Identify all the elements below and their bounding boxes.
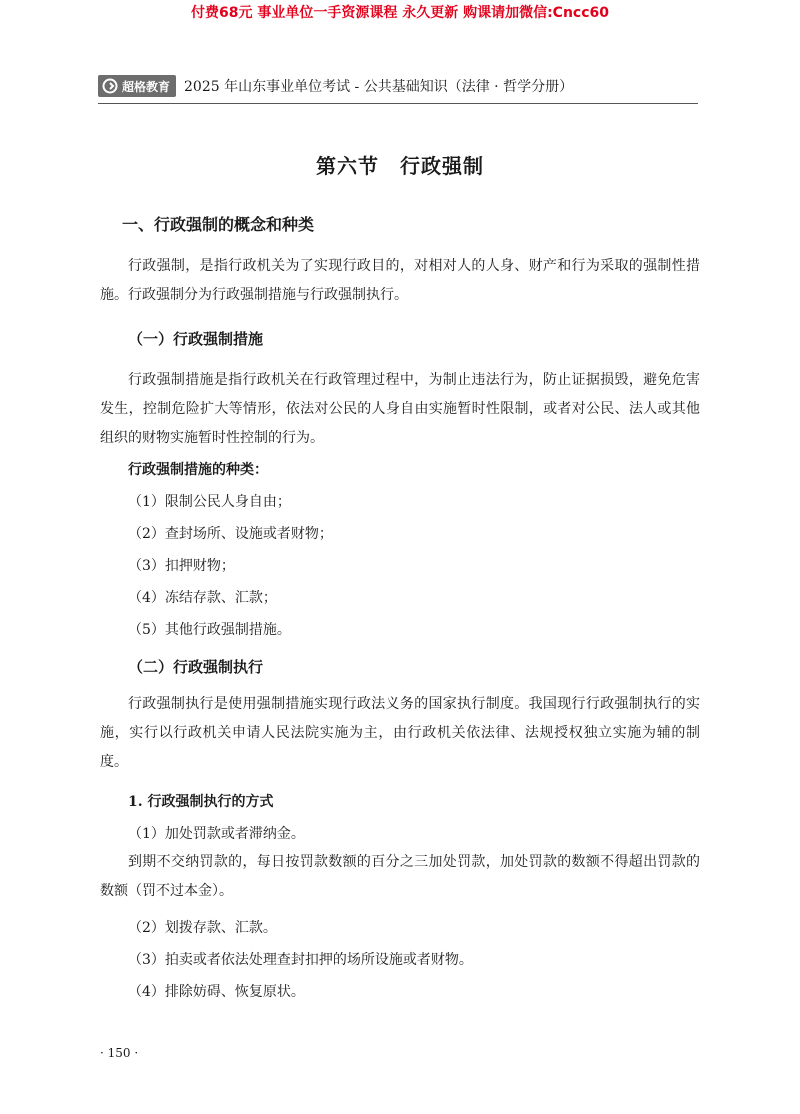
measures-types-label: 行政强制措施的种类： [128, 462, 268, 478]
intro-paragraph: 行政强制，是指行政机关为了实现行政目的，对相对人的人身、财产和行为采取的强制性措施。行政强制分为行政强制措施与行政强制执行。 [100, 258, 700, 303]
heading-concept-types: 一、行政强制的概念和种类 [122, 215, 315, 234]
measure-type-item: （1）限制公民人身自由； [128, 494, 291, 510]
execution-method-item: （4）排除妨碍、恢复原状。 [128, 984, 305, 1000]
execution-method-item: （1）加处罚款或者滞纳金。 [128, 826, 305, 842]
logo-mark-icon [102, 78, 118, 94]
execution-method-item: （2）划拨存款、汇款。 [128, 920, 277, 936]
page-header [98, 74, 573, 98]
method-1-detail: 到期不交纳罚款的，每日按罚款数额的百分之三加处罚款，加处罚款的数额不得超出罚款的数额（罚不过本金）。 [100, 854, 700, 899]
measure-type-item: （3）扣押财物； [128, 558, 235, 574]
header-title: 2025 年山东事业单位考试 - 公共基础知识（法律 · 哲学分册） [184, 79, 574, 95]
measure-type-item: （5）其他行政强制措施。 [128, 622, 291, 638]
section-title: 第六节 行政强制 [316, 154, 484, 178]
header-divider [98, 103, 698, 104]
measure-type-item: （2）查封场所、设施或者财物； [128, 526, 333, 542]
measure-type-item: （4）冻结存款、汇款； [128, 590, 277, 606]
heading-measures: （一）行政强制措施 [128, 330, 264, 348]
execution-method-item: （3）拍卖或者依法处理查封扣押的场所设施或者财物。 [128, 952, 473, 968]
execution-methods-label: 1. 行政强制执行的方式 [128, 794, 274, 810]
heading-execution: （二）行政强制执行 [128, 658, 264, 676]
brand-logo [98, 75, 176, 97]
promo-banner: 付费68元 事业单位一手资源课程 永久更新 购课请加微信:Cncc60 [190, 5, 610, 21]
page-number: · 150 · [100, 1046, 139, 1060]
measures-paragraph: 行政强制措施是指行政机关在行政管理过程中，为制止违法行为，防止证据损毁，避免危害发生，控制危险扩大等情形，依法对公民的人身自由实施暂时性限制，或者对公民、法人或其他组织的财物实施暂时性控制的行为。 [100, 372, 700, 446]
logo-text: 超格教育 [122, 79, 171, 94]
execution-paragraph: 行政强制执行是使用强制措施实现行政法义务的国家执行制度。我国现行行政强制执行的实施，实行以行政机关申请人民法院实施为主，由行政机关依法律、法规授权独立实施为辅的制度。 [100, 696, 700, 770]
